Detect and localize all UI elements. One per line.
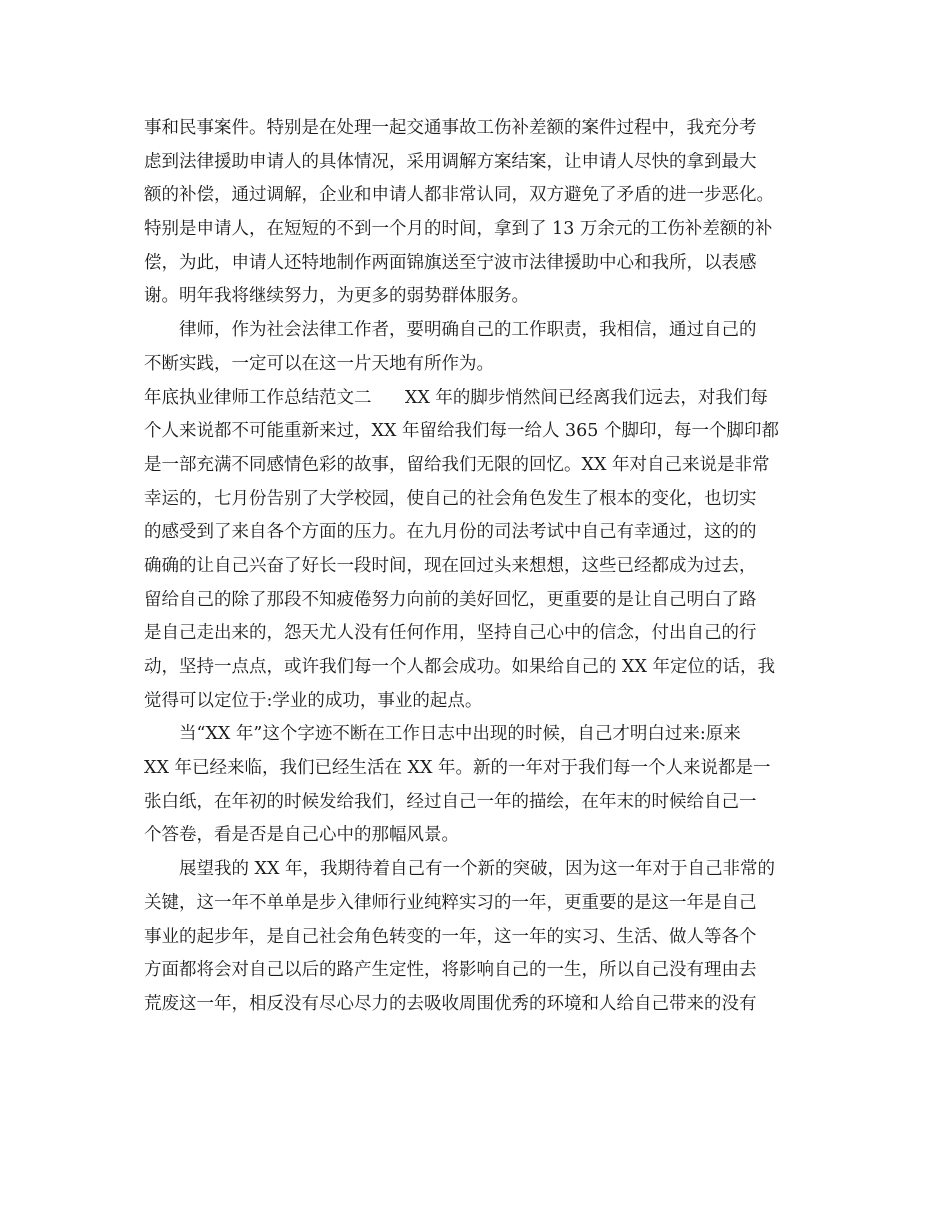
text-line: 方面都将会对自己以后的路产生定性，将影响自己的一生，所以自己没有理由去 [144,960,757,981]
text-line: XX 年已经来临，我们已经生活在 XX 年。新的一年对于我们每一个人来说都是一 [144,758,771,779]
text-line: 事业的起步年，是自己社会角色转变的一年，这一年的实习、生活、做人等各个 [144,926,757,947]
text-line: 虑到法律援助申请人的具体情况，采用调解方案结案，让申请人尽快的拿到最大 [144,151,757,172]
text-line: 荒废这一年，相反没有尽心尽力的去吸收周围优秀的环境和人给自己带来的没有 [144,993,757,1014]
text-line: 幸运的，七月份告别了大学校园，使自己的社会角色发生了根本的变化，也切实 [144,488,757,509]
text-line: 个答卷，看是否是自己心中的那幅风景。 [144,825,459,846]
text-line: 是自己走出来的，怨天尤人没有任何作用，坚持自己心中的信念，付出自己的行 [144,623,757,644]
text-line: 留给自己的除了那段不知疲倦努力向前的美好回忆，更重要的是让自己明白了路 [144,589,757,610]
text-line: 偿，为此，申请人还特地制作两面锦旗送至宁波市法律援助中心和我所，以表感 [144,252,757,273]
text-line: 动，坚持一点点，或许我们每一个人都会成功。如果给自己的 XX 年定位的话，我 [144,657,776,677]
text-line: 事和民事案件。特别是在处理一起交通事故工伤补差额的案件过程中，我充分考 [144,118,757,138]
section-heading-line: 年底执业律师工作总结范文二 XX 年的脚步悄然间已经离我们远去，对我们每 [144,387,768,408]
document-body [144,112,806,1022]
text-line: 不断实践，一定可以在这一片天地有所作为。 [144,353,494,374]
text-line: 个人来说都不可能重新来过，XX 年留给我们每一给人 365 个脚印，每一个脚印都 [144,421,780,442]
text-line: 特别是申请人，在短短的不到一个月的时间，拿到了 13 万余元的工伤补差额的补 [144,219,773,240]
text-line: 的感受到了来自各个方面的压力。在九月份的司法考试中自己有幸通过，这的的 [144,522,757,543]
text-line: 律师，作为社会法律工作者，要明确自己的工作职责，我相信，通过自己的 [179,320,757,341]
text-line: 当“XX 年”这个字迹不断在工作日志中出现的时候，自己才明白过来:原来 [179,724,741,745]
text-line: 张白纸，在年初的时候发给我们，经过自己一年的描绘，在年末的时候给自己一 [144,791,757,812]
text-line: 关键，这一年不单单是步入律师行业纯粹实习的一年，更重要的是这一年是自己 [144,892,757,913]
text-line: 确确的让自己兴奋了好长一段时间，现在回过头来想想，这些已经都成为过去， [144,555,757,576]
text-line: 谢。明年我将继续努力，为更多的弱势群体服务。 [144,286,529,307]
text-line: 额的补偿，通过调解，企业和申请人都非常认同，双方避免了矛盾的进一步恶化。 [144,185,774,206]
text-line: 是一部充满不同感情色彩的故事，留给我们无限的回忆。XX 年对自己来说是非常 [144,454,770,475]
text-line: 觉得可以定位于:学业的成功，事业的起点。 [144,690,483,711]
text-line: 展望我的 XX 年，我期待着自己有一个新的突破，因为这一年对于自己非常的 [179,859,776,880]
